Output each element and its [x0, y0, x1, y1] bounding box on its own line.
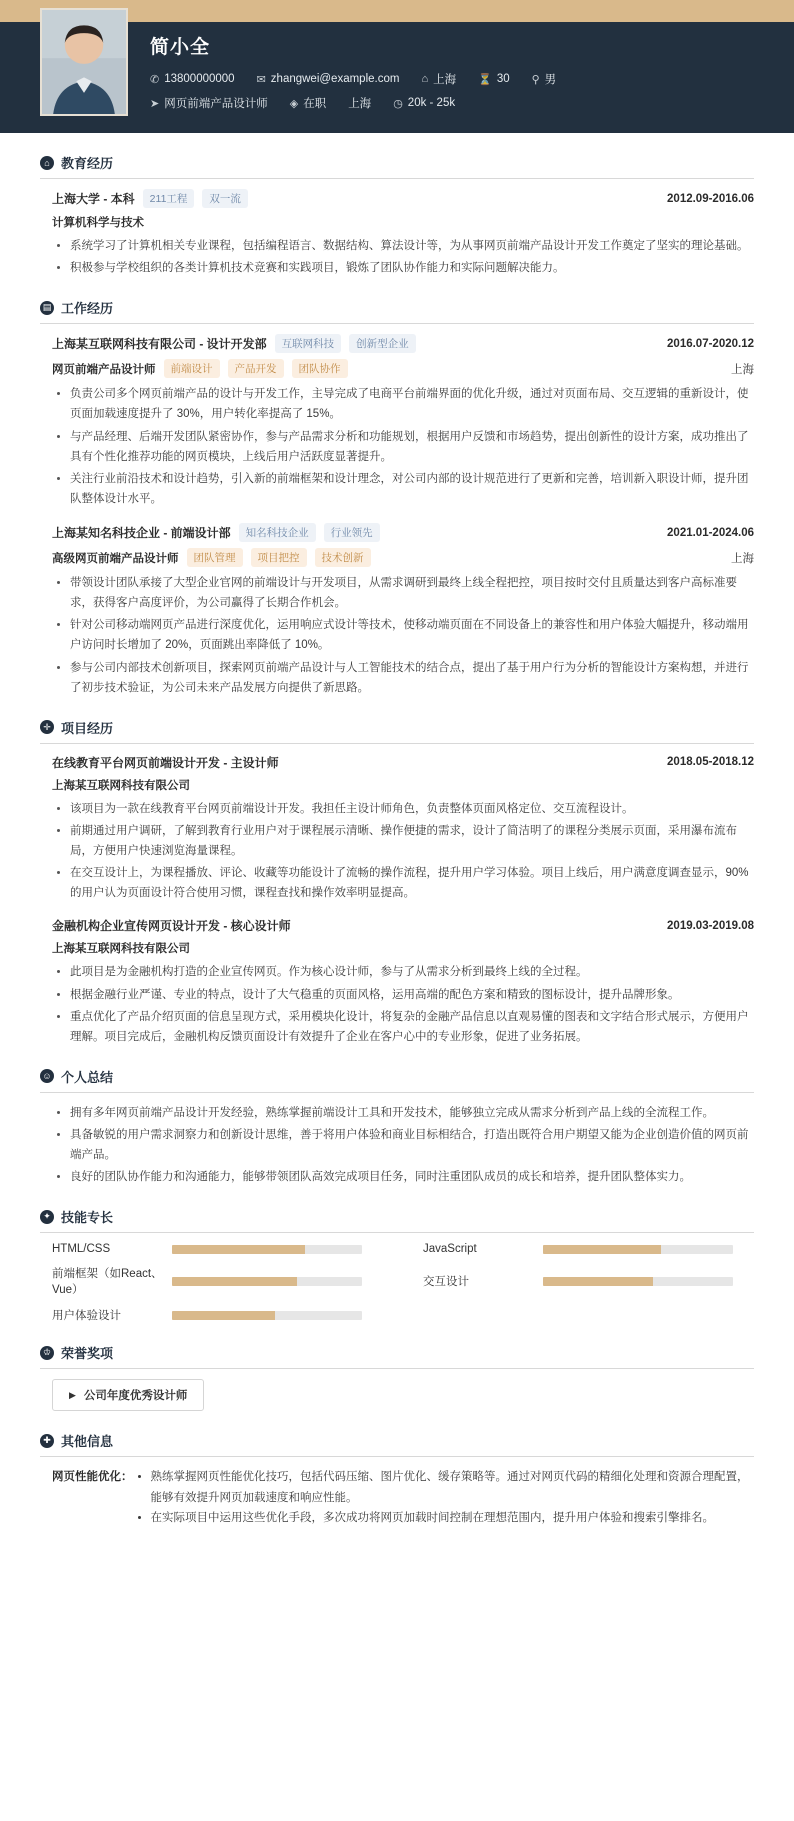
- section-title: 工作经历: [61, 301, 114, 317]
- contact-age: [478, 73, 510, 86]
- age-icon: ⏳: [478, 73, 492, 86]
- list-item: • 与产品经理、后端开发团队紧密协作，参与产品需求分析和功能规划，根据用户反馈和市场趋势，提出创新性的设计方案，成功推出了具有个性化推荐功能的网页模块，上线后用户活跃度显著提升。: [70, 427, 754, 467]
- job-title-value: 网页前端产品设计师: [164, 98, 268, 110]
- award-item: [52, 1379, 204, 1411]
- list-item: • 此项目是为金融机构打造的企业宣传网页。作为核心设计师，参与了从需求分析到最终上线的全过程。: [70, 962, 754, 982]
- section-header: [40, 718, 754, 744]
- contact-gender: [532, 71, 557, 87]
- project-bullets: [52, 962, 754, 1047]
- list-item: • 在实际项目中运用这些优化手段，多次成功将网页加载时间控制在理想范围内，提升用户体验和搜索引擎排名。: [151, 1508, 755, 1528]
- other-info-bullets: [133, 1467, 755, 1527]
- salary-expectation: [393, 97, 455, 110]
- other-info-label: 网页性能优化：: [52, 1471, 133, 1484]
- award-icon: ♔: [40, 1346, 54, 1360]
- skill-item: [423, 1243, 754, 1255]
- list-item: • 负责公司多个网页前端产品的设计与开发工作，主导完成了电商平台前端界面的优化升级，通过对页面布局、交互逻辑的重新设计，使页面加载速度提升了 30%，用户转化率提高了 15%。: [70, 384, 754, 424]
- work-tag: 创新型企业: [349, 334, 416, 353]
- project-date: 2019.03-2019.08: [667, 919, 754, 932]
- education-tag: 211工程: [143, 189, 195, 208]
- contact-gender-value: 男: [544, 74, 557, 86]
- skill-label: 前端框架（如React、Vue）: [52, 1268, 163, 1297]
- work-company: 上海某互联网科技有限公司 - 设计开发部: [52, 337, 267, 352]
- work-tag: 知名科技企业: [239, 523, 316, 542]
- education-school: 上海大学 - 本科: [52, 192, 135, 206]
- section-work: [40, 298, 754, 698]
- skill-label: 用户体验设计: [52, 1310, 121, 1323]
- work-icon: ▤: [40, 301, 54, 315]
- list-item: • 针对公司移动端网页产品进行深度优化，运用响应式设计等技术，使移动端页面在不同设备上的兼容性和用户体验大幅提升，移动端用户访问时长增加了 20%，页面跳出率降低了 10%。: [70, 615, 754, 655]
- section-awards: [40, 1343, 754, 1411]
- list-item: • 良好的团队协作能力和沟通能力，能够带领团队高效完成项目任务，同时注重团队成员的成长和培养，提升团队整体实力。: [70, 1167, 754, 1187]
- contact-phone: [150, 73, 235, 86]
- project-entry: [40, 917, 754, 1047]
- work-role: 高级网页前端产品设计师: [52, 552, 179, 565]
- job-location: [348, 95, 371, 111]
- phone-icon: ✆: [150, 73, 160, 86]
- work-role: 网页前端产品设计师: [52, 363, 156, 376]
- skill-label: 交互设计: [423, 1276, 469, 1289]
- skill-label: HTML/CSS: [52, 1243, 111, 1256]
- education-entry: [40, 189, 754, 278]
- section-other-info: [40, 1431, 754, 1527]
- contact-row-secondary: [150, 95, 578, 111]
- list-item: • 关注行业前沿技术和设计趋势，引入新的前端框架和设计理念，对公司内部的设计规范进行了更新和完善，培训新入职设计师，提升团队整体设计水平。: [70, 469, 754, 509]
- project-org: 上海某互联网科技有限公司: [52, 779, 190, 792]
- work-bullets: [52, 384, 754, 509]
- skill-bar: [172, 1277, 362, 1286]
- play-triangle-icon: ▶: [69, 1389, 76, 1400]
- work-role-tag: 项目把控: [251, 548, 307, 567]
- contact-city-value: 上海: [433, 74, 457, 86]
- section-title: 项目经历: [61, 720, 114, 736]
- work-role-tag: 产品开发: [228, 359, 284, 378]
- education-tag: 双一流: [202, 189, 248, 208]
- mail-icon: ✉: [256, 73, 266, 86]
- projects-icon: ✛: [40, 720, 54, 734]
- education-major: 计算机科学与技术: [52, 217, 144, 229]
- section-title: 技能专长: [61, 1210, 114, 1226]
- skill-item: [52, 1307, 383, 1323]
- section-header: [40, 1343, 754, 1369]
- section-title: 个人总结: [61, 1069, 114, 1085]
- skill-bar: [543, 1245, 733, 1254]
- project-date: 2018.05-2018.12: [667, 756, 754, 769]
- skill-item: [52, 1243, 383, 1255]
- contact-phone-value: 13800000000: [164, 73, 235, 85]
- list-item: • 拥有多年网页前端产品设计开发经验，熟练掌握前端设计工具和开发技术，能够独立完成从需求分析到产品上线的全流程工作。: [70, 1103, 754, 1123]
- work-location: 上海: [731, 363, 754, 376]
- section-education: [40, 153, 754, 278]
- summary-entry: [40, 1103, 754, 1188]
- project-title: 在线教育平台网页前端设计开发 - 主设计师: [52, 755, 279, 770]
- list-item: • 重点优化了产品介绍页面的信息呈现方式，采用模块化设计，将复杂的金融产品信息以直观易懂的图表和文字结合形式展示，方便用户理解。项目完成后，金融机构反馈页面设计有效提升了企业在客户心中的专业形象，促进了业务拓展。: [70, 1007, 754, 1047]
- page-title: 简小全: [150, 37, 211, 58]
- summary-bullets: [52, 1103, 754, 1188]
- work-date: 2016.07-2020.12: [667, 337, 754, 350]
- skill-item: [423, 1265, 754, 1297]
- project-bullets: [52, 799, 754, 904]
- contact-email: [257, 73, 400, 86]
- work-tag: 行业领先: [324, 523, 380, 542]
- project-entry: [40, 754, 754, 904]
- award-label: 公司年度优秀设计师: [83, 1390, 188, 1403]
- section-title: 荣誉奖项: [61, 1346, 114, 1362]
- work-entry: [40, 523, 754, 698]
- list-item: • 前期通过用户调研，了解到教育行业用户对于课程展示清晰、操作便捷的需求，设计了简洁明了的课程分类展示页面，采用瀑布流布局，方便用户快速浏览海量课程。: [70, 821, 754, 861]
- gender-icon: ⚲: [531, 73, 540, 86]
- project-title: 金融机构企业宣传网页设计开发 - 核心设计师: [52, 919, 291, 934]
- section-skills: [40, 1207, 754, 1323]
- skills-icon: ✦: [40, 1210, 54, 1224]
- work-bullets: [52, 573, 754, 698]
- work-date: 2021.01-2024.06: [667, 526, 754, 539]
- job-status-value: 在职: [303, 98, 327, 110]
- contact-age-value: 30: [496, 73, 510, 85]
- list-item: • 具备敏锐的用户需求洞察力和创新设计思维，善于将用户体验和商业目标相结合，打造出既符合用户期望又能为企业创造价值的网页前端产品。: [70, 1125, 754, 1165]
- section-projects: [40, 718, 754, 1047]
- info-icon: ✚: [40, 1434, 54, 1448]
- job-status: [290, 95, 326, 111]
- work-location: 上海: [731, 552, 754, 565]
- section-summary: [40, 1067, 754, 1188]
- skills-grid: [40, 1243, 754, 1323]
- section-title: 其他信息: [61, 1434, 114, 1450]
- work-entry: [40, 334, 754, 509]
- list-item: • 该项目为一款在线教育平台网页前端设计开发。我担任主设计师角色，负责整体页面风格定位、交互流程设计。: [70, 799, 754, 819]
- work-tag: 互联网科技: [275, 334, 342, 353]
- work-company: 上海某知名科技企业 - 前端设计部: [52, 526, 231, 540]
- list-item: • 熟练掌握网页性能优化技巧，包括代码压缩、图片优化、缓存策略等。通过对网页代码的精细化处理和资源合理配置，能够有效提升网页加载速度和响应性能。: [151, 1467, 755, 1507]
- skill-item: [52, 1265, 383, 1297]
- status-icon: ◈: [289, 97, 299, 110]
- list-item: • 参与公司内部技术创新项目，探索网页前端产品设计与人工智能技术的结合点，提出了基于用户行为分析的智能设计方案构想，并进行了初步技术验证，为公司未来产品发展方向提供了新思路。: [70, 658, 754, 698]
- list-item: • 系统学习了计算机相关专业课程，包括编程语言、数据结构、算法设计等，为从事网页前端产品设计开发工作奠定了坚实的理论基础。: [70, 236, 754, 256]
- contact-row-primary: [150, 71, 578, 87]
- section-header: [40, 1067, 754, 1093]
- section-title: 教育经历: [61, 156, 114, 171]
- list-item: • 积极参与学校组织的各类计算机技术竞赛和实践项目，锻炼了团队协作能力和实际问题解决能力。: [70, 258, 754, 278]
- person-icon: ☺: [40, 1069, 54, 1083]
- list-item: • 在交互设计上，为课程播放、评论、收藏等功能设计了流畅的操作流程，提升用户学习体验。项目上线后，用户满意度调查显示，90%的用户认为页面设计符合使用习惯，课程查找和操作效率明显提高。: [70, 863, 754, 903]
- avatar: [40, 8, 128, 116]
- send-icon: ➤: [150, 97, 160, 110]
- education-icon: ⌂: [40, 156, 54, 170]
- salary-value: 20k - 25k: [407, 97, 456, 109]
- section-header: [40, 153, 754, 179]
- job-location-value: 上海: [348, 98, 372, 110]
- skill-bar: [543, 1277, 733, 1286]
- salary-icon: ◷: [393, 97, 403, 110]
- work-role-tag: 前端设计: [164, 359, 220, 378]
- job-title: [150, 95, 268, 111]
- work-role-tag: 团队管理: [187, 548, 243, 567]
- skill-bar: [172, 1311, 362, 1320]
- contact-email-value: zhangwei@example.com: [270, 73, 400, 85]
- education-bullets: [52, 236, 754, 278]
- education-date: 2012.09-2016.06: [667, 192, 754, 205]
- home-icon: ⌂: [421, 73, 429, 85]
- section-header: [40, 298, 754, 324]
- resume-header: [0, 22, 794, 133]
- section-header: [40, 1207, 754, 1233]
- list-item: • 带领设计团队承接了大型企业官网的前端设计与开发项目，从需求调研到最终上线全程把控，项目按时交付且质量达到客户高标准要求，获得客户高度评价，为公司赢得了长期合作机会。: [70, 573, 754, 613]
- skill-label: JavaScript: [423, 1243, 477, 1256]
- list-item: • 根据金融行业严谨、专业的特点，设计了大气稳重的页面风格，运用高端的配色方案和精致的图标设计，提升品牌形象。: [70, 985, 754, 1005]
- contact-city: [421, 71, 456, 87]
- work-role-tag: 技术创新: [315, 548, 371, 567]
- section-header: [40, 1431, 754, 1457]
- work-role-tag: 团队协作: [292, 359, 348, 378]
- skill-bar: [172, 1245, 362, 1254]
- project-org: 上海某互联网科技有限公司: [52, 943, 190, 956]
